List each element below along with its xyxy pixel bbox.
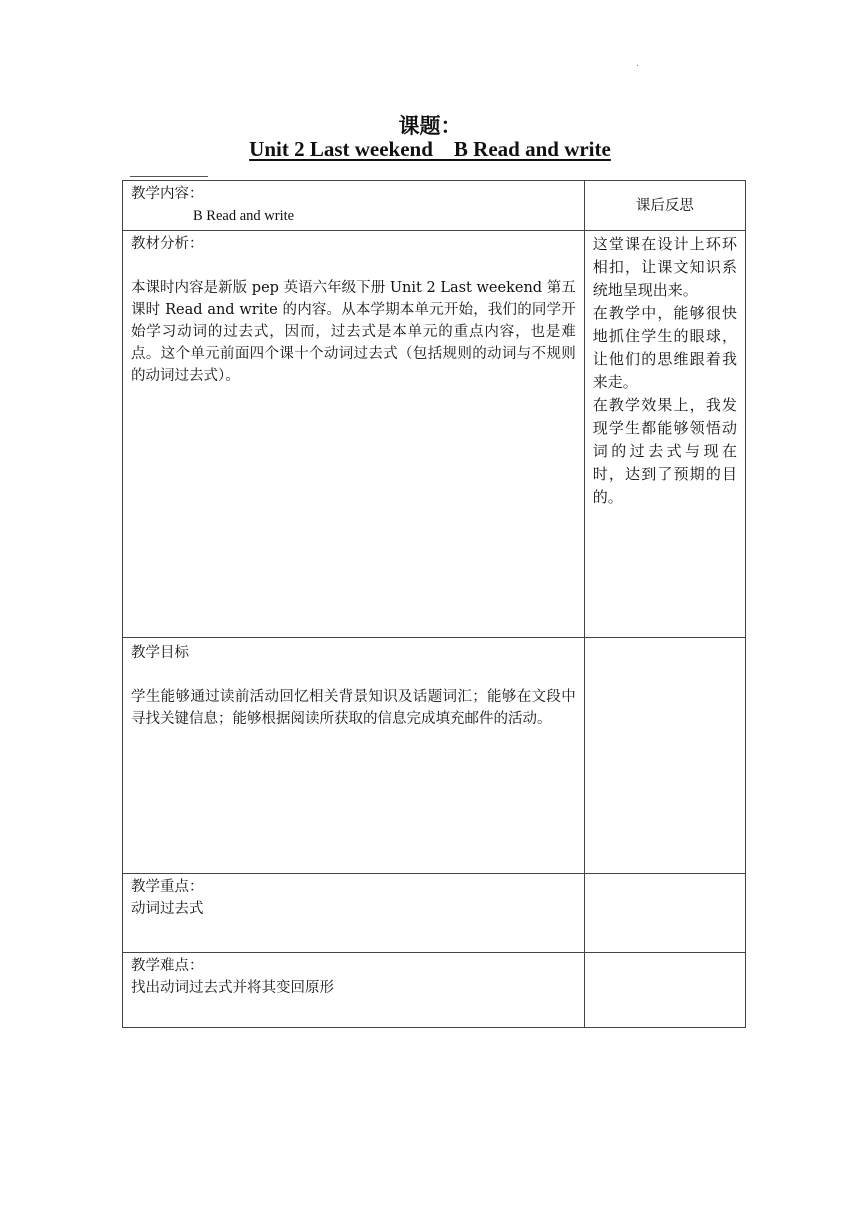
analysis-label: 教材分析： xyxy=(131,236,204,252)
difficulties-cell xyxy=(123,953,585,1028)
difficulties-label: 教学难点： xyxy=(131,958,204,974)
analysis-text: 本课时内容是新版 pep 英语六年级下册 Unit 2 Last weekend 第五课时 Read and write 的内容。从本学期本单元开始，我们的同学开始学习动词的过去式，因而，过去式是本单元的重点内容，也是难点。这个单元前面四个课十个动词过去式（包括规则的动词与不规则的动词过去式）。 xyxy=(131,280,576,384)
lesson-plan-table xyxy=(122,180,746,1028)
key-points-cell xyxy=(123,874,585,953)
objectives-text: 学生能够通过读前活动回忆相关背景知识及话题词汇；能够在文段中寻找关键信息；能够根据阅读所获取的信息完成填充邮件的活动。 xyxy=(131,689,576,727)
reflection-cell xyxy=(584,231,745,638)
key-points-label: 教学重点： xyxy=(131,879,204,895)
analysis-cell xyxy=(123,231,585,638)
page-title: Unit 2 Last weekend B Read and write xyxy=(249,137,611,161)
difficulties-reflection-cell xyxy=(584,953,745,1028)
reflection-paragraph: 这堂课在设计上环环相扣，让课文知识系统地呈现出来。 xyxy=(592,235,737,299)
reflection-header: 课后反思 xyxy=(635,197,694,214)
key-points-reflection-cell xyxy=(584,874,745,953)
content-value: B Read and write xyxy=(193,208,295,224)
divider xyxy=(130,176,208,177)
table-row xyxy=(123,181,746,231)
objectives-reflection-cell xyxy=(584,638,745,874)
page-title-label: 课题： xyxy=(398,114,462,138)
difficulties-text: 找出动词过去式并将其变回原形 xyxy=(131,980,334,996)
header-dot: . xyxy=(636,58,640,69)
table-row xyxy=(123,874,746,953)
table-row xyxy=(123,231,746,638)
objectives-cell xyxy=(123,638,585,874)
reflection-paragraph: 在教学中，能够很快地抓住学生的眼球，让他们的思维跟着我来走。 xyxy=(592,304,737,391)
objectives-label: 教学目标 xyxy=(131,645,189,661)
key-points-text: 动词过去式 xyxy=(131,901,204,917)
reflection-paragraph: 在教学效果上，我发现学生都能够领悟动词的过去式与现在时，达到了预期的目的。 xyxy=(592,396,737,506)
table-row xyxy=(123,953,746,1028)
content-label: 教学内容： xyxy=(131,186,204,202)
table-row xyxy=(123,638,746,874)
reflection-header-cell xyxy=(584,181,745,231)
content-cell xyxy=(123,181,585,231)
